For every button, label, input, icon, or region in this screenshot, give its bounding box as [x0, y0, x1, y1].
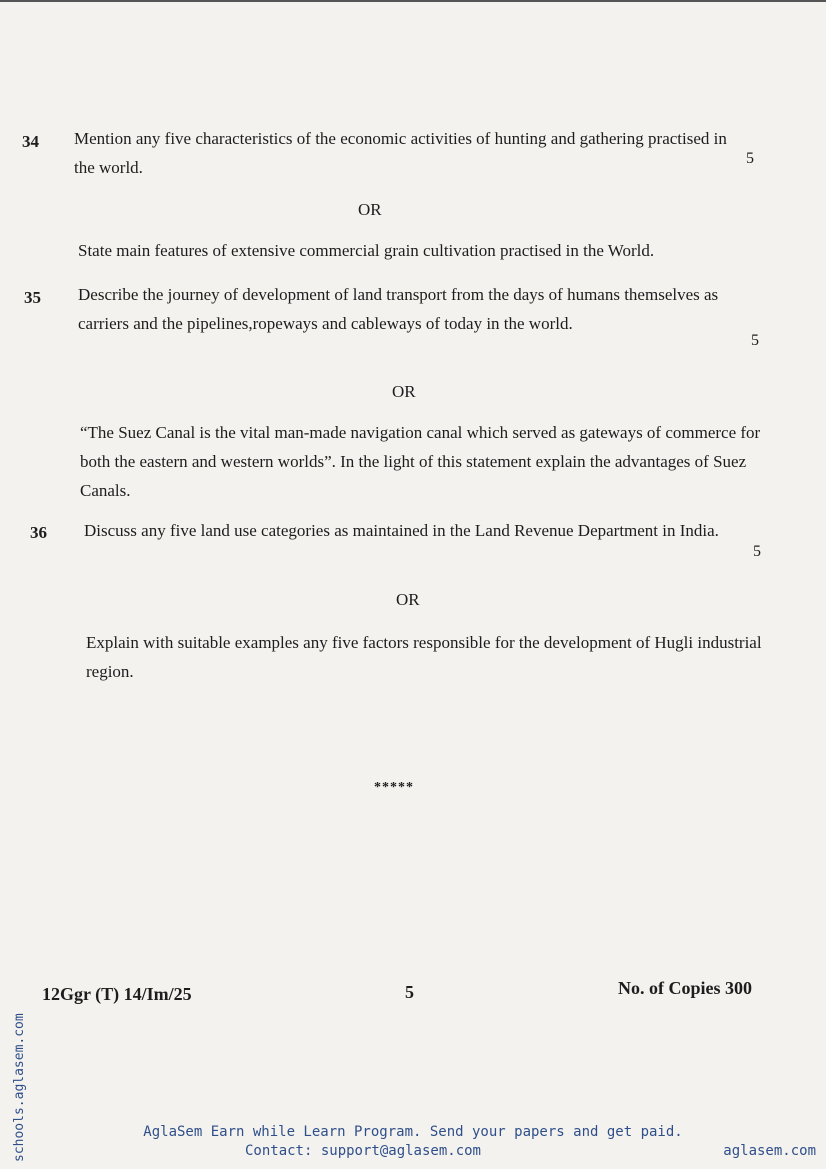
question-34-or: OR: [358, 200, 382, 219]
top-border: [0, 0, 826, 2]
question-36-number: 36: [30, 523, 47, 542]
question-36-marks: 5: [753, 543, 761, 560]
watermark-banner-line2: Contact: support@aglasem.com: [244, 1143, 481, 1159]
question-35-alternative: “The Suez Canal is the vital man-made navigation canal which served as gateways of commerce for both the eastern and western worlds”. In the light of this statement explain the advantages of Suez Canals.: [80, 423, 761, 500]
watermark-banner-line1: AglaSem Earn while Learn Program. Send your papers and get paid.: [143, 1124, 683, 1140]
page-number: 5: [405, 982, 414, 1002]
side-watermark: schools.aglasem.com: [12, 1013, 27, 1162]
end-of-paper-marker: *****: [374, 780, 414, 795]
question-34-alternative: State main features of extensive commercial grain cultivation practised in the World.: [78, 241, 655, 260]
question-36-text: Discuss any five land use categories as maintained in the Land Revenue Department in India.: [84, 521, 719, 540]
paper-code: 12Ggr (T) 14/Im/25: [42, 984, 192, 1004]
question-34-number: 34: [22, 132, 39, 151]
question-35-or: OR: [392, 382, 416, 401]
question-35-text: Describe the journey of development of land transport from the days of humans themselves as carriers and the pipelines,ropeways and cableways of today in the world.: [78, 285, 719, 333]
question-35-number: 35: [24, 288, 41, 307]
question-36-or: OR: [396, 590, 420, 609]
question-34-marks: 5: [746, 150, 754, 167]
question-36-alternative: Explain with suitable examples any five factors responsible for the development of Hugli industrial region.: [86, 633, 762, 681]
watermark-corner-link[interactable]: aglasem.com: [723, 1143, 816, 1159]
copies-count: No. of Copies 300: [618, 978, 752, 998]
question-35-marks: 5: [751, 332, 759, 349]
question-34-text: Mention any five characteristics of the economic activities of hunting and gathering practised in the world.: [74, 129, 727, 177]
